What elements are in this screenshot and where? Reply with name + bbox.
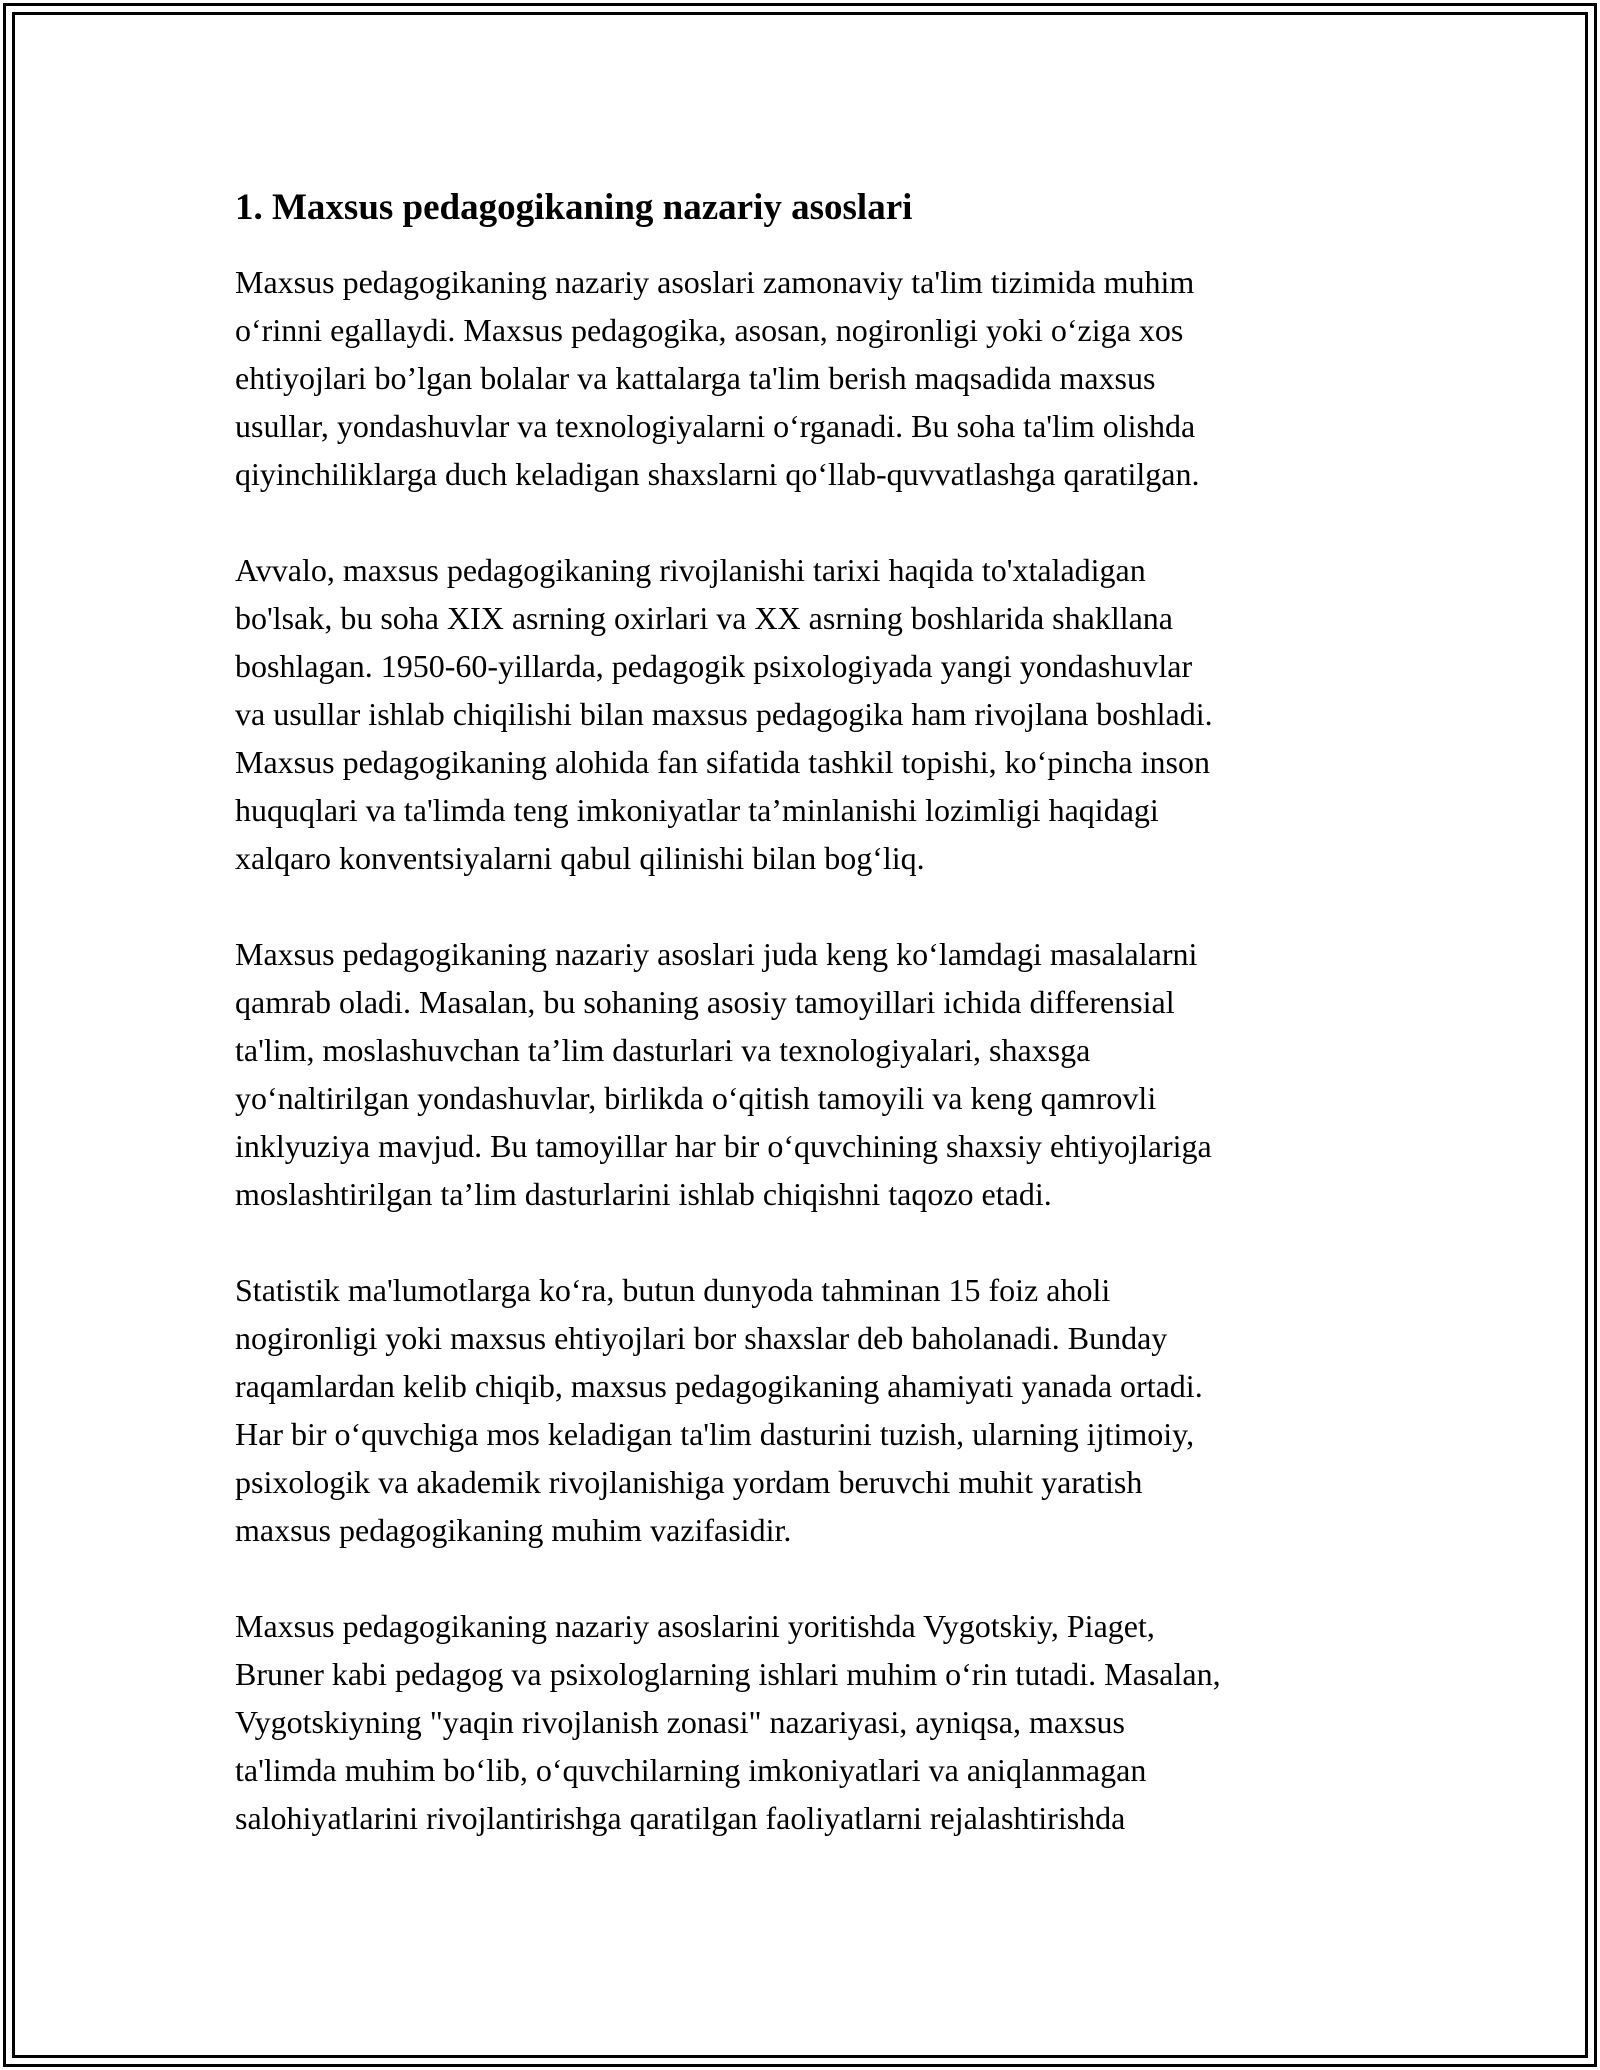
text-line: va usullar ishlab chiqilishi bilan maxsus pedagogika ham rivojlana boshladi.: [235, 696, 1213, 732]
text-line: usullar, yondashuvlar va texnologiyalarni o‘rganadi. Bu soha ta'lim olishda: [235, 408, 1196, 444]
text-line: ta'limda muhim bo‘lib, o‘quvchilarning imkoniyatlari va aniqlanmagan: [235, 1752, 1147, 1788]
paragraph-3: [235, 930, 1375, 1218]
section-heading: 1. Maxsus pedagogikaning nazariy asoslari: [235, 187, 913, 228]
text-line: qamrab oladi. Masalan, bu sohaning asosiy tamoyillari ichida differensial: [235, 984, 1175, 1020]
text-line: Maxsus pedagogikaning nazariy asoslari juda keng ko‘lamdagi masalalarni: [235, 936, 1198, 972]
text-line: o‘rinni egallaydi. Maxsus pedagogika, asosan, nogironligi yoki o‘ziga xos: [235, 312, 1184, 348]
text-line: Har bir o‘quvchiga mos keladigan ta'lim dasturini tuzish, ularning ijtimoiy,: [235, 1416, 1195, 1452]
paragraph-5: [235, 1602, 1375, 1842]
text-line: Vygotskiyning "yaqin rivojlanish zonasi" nazariyasi, ayniqsa, maxsus: [235, 1704, 1125, 1740]
text-line: maxsus pedagogikaning muhim vazifasidir.: [235, 1512, 792, 1548]
text-line: raqamlardan kelib chiqib, maxsus pedagogikaning ahamiyati yanada ortadi.: [235, 1368, 1203, 1404]
paragraph-2: [235, 546, 1375, 882]
text-line: qiyinchiliklarga duch keladigan shaxslarni qo‘llab-quvvatlashga qaratilgan.: [235, 456, 1200, 492]
text-line: psixologik va akademik rivojlanishiga yordam beruvchi muhit yaratish: [235, 1464, 1143, 1500]
text-line: Maxsus pedagogikaning nazariy asoslarini yoritishda Vygotskiy, Piaget,: [235, 1608, 1155, 1644]
text-line: bo'lsak, bu soha XIX asrning oxirlari va XX asrning boshlarida shakllana: [235, 600, 1173, 636]
text-line: nogironligi yoki maxsus ehtiyojlari bor shaxslar deb baholanadi. Bunday: [235, 1320, 1168, 1356]
text-line: boshlagan. 1950-60-yillarda, pedagogik psixologiyada yangi yondashuvlar: [235, 648, 1193, 684]
text-line: Maxsus pedagogikaning nazariy asoslari zamonaviy ta'lim tizimida muhim: [235, 264, 1195, 300]
text-line: ehtiyojlari bo’lgan bolalar va kattalarga ta'lim berish maqsadida maxsus: [235, 360, 1156, 396]
text-line: xalqaro konventsiyalarni qabul qilinishi bilan bog‘liq.: [235, 840, 925, 876]
text-line: Maxsus pedagogikaning alohida fan sifatida tashkil topishi, ko‘pincha inson: [235, 744, 1210, 780]
text-line: yo‘naltirilgan yondashuvlar, birlikda o‘qitish tamoyili va keng qamrovli: [235, 1080, 1157, 1116]
text-line: Bruner kabi pedagog va psixologlarning ishlari muhim o‘rin tutadi. Masalan,: [235, 1656, 1221, 1692]
text-line: inklyuziya mavjud. Bu tamoyillar har bir o‘quvchining shaxsiy ehtiyojlariga: [235, 1128, 1212, 1164]
text-line: salohiyatlarini rivojlantirishga qaratilgan faoliyatlarni rejalashtirishda: [235, 1800, 1126, 1836]
text-line: Avvalo, maxsus pedagogikaning rivojlanishi tarixi haqida to'xtaladigan: [235, 552, 1146, 588]
text-line: Statistik ma'lumotlarga ko‘ra, butun dunyoda tahminan 15 foiz aholi: [235, 1272, 1111, 1308]
paragraph-4: [235, 1266, 1375, 1554]
text-line: moslashtirilgan ta’lim dasturlarini ishlab chiqishni taqozo etadi.: [235, 1176, 1052, 1212]
text-line: ta'lim, moslashuvchan ta’lim dasturlari va texnologiyalari, shaxsga: [235, 1032, 1091, 1068]
document-body: [235, 185, 1375, 1890]
text-line: huquqlari va ta'limda teng imkoniyatlar ta’minlanishi lozimligi haqidagi: [235, 792, 1159, 828]
paragraph-1: [235, 258, 1375, 498]
